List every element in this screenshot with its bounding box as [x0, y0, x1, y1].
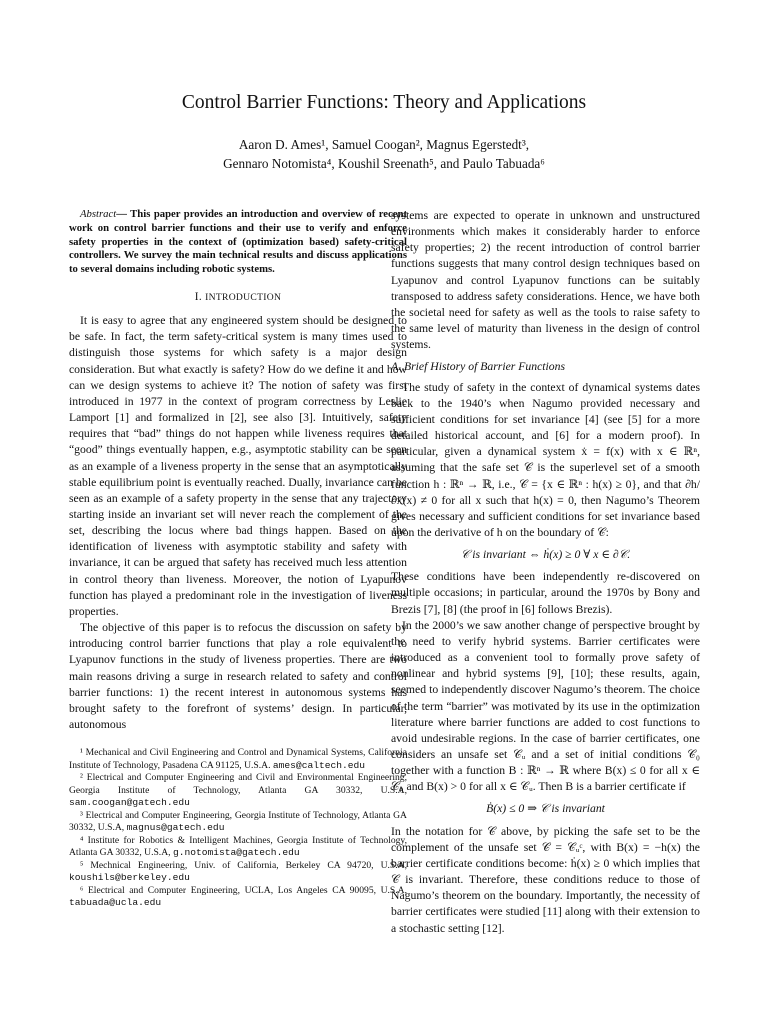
abstract-text: — This paper provides an introduction and overview of recent work on control barrier functions and their use to verify and enforce safety properties in the context of (optimization based) safety-critical controllers. We survey the main technical results and discuss applications to several domains including robotic systems. [69, 208, 407, 276]
section-title: INTRODUCTION [205, 291, 282, 303]
footnotes [69, 747, 407, 910]
footnote-email[interactable]: g.notomista@gatech.edu [172, 847, 300, 859]
right-paragraph-5: In the notation for 𝒞 above, by picking the safe set to be the complement of the unsafe set 𝒞 = 𝒞ᵤᶜ, with B(x) = −h(x) the barrier certificate conditions become: ḣ(x) ≥ 0 which implies that 𝒞 is invariant. Therefore, these conditions reduce to those of Nagumo’s theorem on the boundary. Importantly, the necessity of barrier certificates were studied [11] along with their extension to a stochastic setting [12]. [391, 824, 700, 935]
footnote-email[interactable]: magnus@gatech.edu [126, 822, 225, 834]
footnote-1 [69, 747, 407, 772]
abstract [69, 208, 407, 277]
section-number: I. [194, 290, 202, 303]
authors-line-2: Gennaro Notomista⁴, Koushil Sreenath⁵, and Paulo Tabuada⁶ [223, 156, 545, 171]
abstract-label: Abstract [80, 208, 117, 220]
footnote-email[interactable]: tabuada@ucla.edu [69, 897, 162, 909]
footnote-6 [69, 885, 407, 910]
equation-barrier: Ḃ(x) ≤ 0 ⇒ 𝒞 is invariant [486, 802, 605, 816]
footnote-text: ⁶ Electrical and Computer Engineering, UCLA, Los Angeles CA 90095, U.S.A, [80, 884, 407, 896]
footnote-3 [69, 810, 407, 835]
authors-line-1: Aaron D. Ames¹, Samuel Coogan², Magnus Egerstedt³, [238, 137, 530, 152]
footnote-email[interactable]: sam.coogan@gatech.edu [69, 797, 190, 809]
intro-paragraph-1: It is easy to agree that any engineered system should be designed to be safe. In fact, the term safety-critical system is many times used to distinguish those systems for which safety is a major design consideration. But what exactly is safety? How do we define it and how can we design systems to achieve it? The notion of safety was first introduced in 1977 in the context of program correctness by Leslie Lamport [1] and formalized in [2], see also [3]. Intuitively, safety requires that “bad” things do not happen while liveness requires that “good” things eventually happen, e.g., asymptotic stability can be seen as an example of a liveness property in the sense that an asymptotically stable equilibrium point is eventually reached. Dually, invariance can be seen as an example of a safety property in the sense that any trajectory starting inside an invariant set will never reach the complement of the set, describing the locus where bad things happen. Based on the identification of liveness with asymptotic stability and safety with invariance, it can be argued that safety has received much less attention in control theory than liveness. Moreover, the notion of Lyapunov function has played a predominant role in the investigation of liveness properties. [69, 314, 407, 618]
right-paragraph-3: These conditions have been independently re-discovered on multiple occasions; in particular, around the 1970s by Bony and Brezis [7], [8] (the proof in [6] follows Brezis). [391, 570, 700, 616]
section-heading-introduction [69, 289, 407, 306]
footnote-2 [69, 772, 407, 810]
footnote-text: ⁴ Institute for Robotics & Intelligent Machines, Georgia Institute of Technology, Atlanta GA 30332, U.S.A, [69, 834, 407, 859]
footnote-email[interactable]: koushils@berkeley.edu [69, 872, 190, 884]
left-column [69, 208, 407, 910]
footnote-text: ³ Electrical and Computer Engineering, Georgia Institute of Technology, Atlanta GA 30332, U.S.A, [69, 809, 407, 834]
author-list [0, 135, 768, 173]
intro-paragraph-2: The objective of this paper is to refocus the discussion on safety by introducing control barrier functions that play a role equivalent to Lyapunov functions in the study of liveness properties. There are two main reasons driving a surge in research related to safety and control barrier functions: 1) the recent interest in autonomous systems has brought safety to the forefront of systems’ design. In particular, autonomous [69, 621, 407, 732]
footnote-5 [69, 860, 407, 885]
footnote-text: ¹ Mechanical and Civil Engineering and Control and Dynamical Systems, California Institute of Technology, Pasadena CA 91125, U.S.A. [69, 747, 407, 771]
right-column [391, 208, 700, 937]
right-paragraph-1: systems are expected to operate in unknown and unstructured environments which makes it considerably harder to enforce safety properties; 2) the recent introduction of control barrier functions suggests that many control design techniques based on Lyapunov and control Lyapunov functions can be suitably transposed to address safety considerations. Hence, we have both the societal need for safety as well as the tools to raise safety to the same level of maturity than liveness in the design of control systems. [391, 209, 700, 352]
footnote-4 [69, 835, 407, 860]
paper-title: Control Barrier Functions: Theory and Applications [181, 92, 587, 113]
footnote-email[interactable]: ames@caltech.edu [272, 759, 366, 771]
footnote-text: ² Electrical and Computer Engineering and Civil and Environmental Engineering, Georgia Institute of Technology, Atlanta GA 30332, U.S.A, [69, 772, 407, 796]
right-paragraph-2: The study of safety in the context of dynamical systems dates back to the 1940’s when Nagumo provided necessary and sufficient conditions for set invariance [4] (see [5] for a more detailed historical account, and [6] for a modern proof). In particular, given a dynamical system ẋ = f(x) with x ∈ ℝⁿ, assuming that the safe set 𝒞 is the superlevel set of a smooth function h : ℝⁿ → ℝ, i.e., 𝒞 = {x ∈ ℝⁿ : h(x) ≥ 0}, and that ∂h/∂x(x) ≠ 0 for all x such that h(x) = 0, then Nagumo’s Theorem gives necessary and sufficient conditions for set invariance based upon the derivative of h on the boundary of 𝒞: [391, 380, 700, 539]
right-paragraph-4: In the 2000’s we saw another change of perspective brought by the need to verify hybrid systems. Barrier certificates were introduced as a convenient tool to formally prove safety of nonlinear and hybrid systems [9], [10]; these results, again, seemed to independently discover Nagumo’s theorem. The choice of the term “barrier” was motivated by its use in the optimization literature where barrier functions are added to cost functions to avoid undesirable regions. In the case of barrier certificates, one considers an unsafe set 𝒞ᵤ and a set of initial conditions 𝒞₀ together with a function B : ℝⁿ → ℝ where B(x) ≤ 0 for all x ∈ 𝒞₀ and B(x) > 0 for all x ∈ 𝒞ᵤ. Then B is a barrier certificate if [391, 618, 700, 794]
footnote-text: ⁵ Mechnical Engineering, Univ. of California, Berkeley CA 94720, U.S.A, [80, 859, 407, 871]
subsection-heading: A. Brief History of Barrier Functions [391, 360, 565, 374]
equation-nagumo: 𝒞 is invariant ⇔ ḣ(x) ≥ 0 ∀ x ∈ ∂𝒞. [460, 548, 631, 562]
